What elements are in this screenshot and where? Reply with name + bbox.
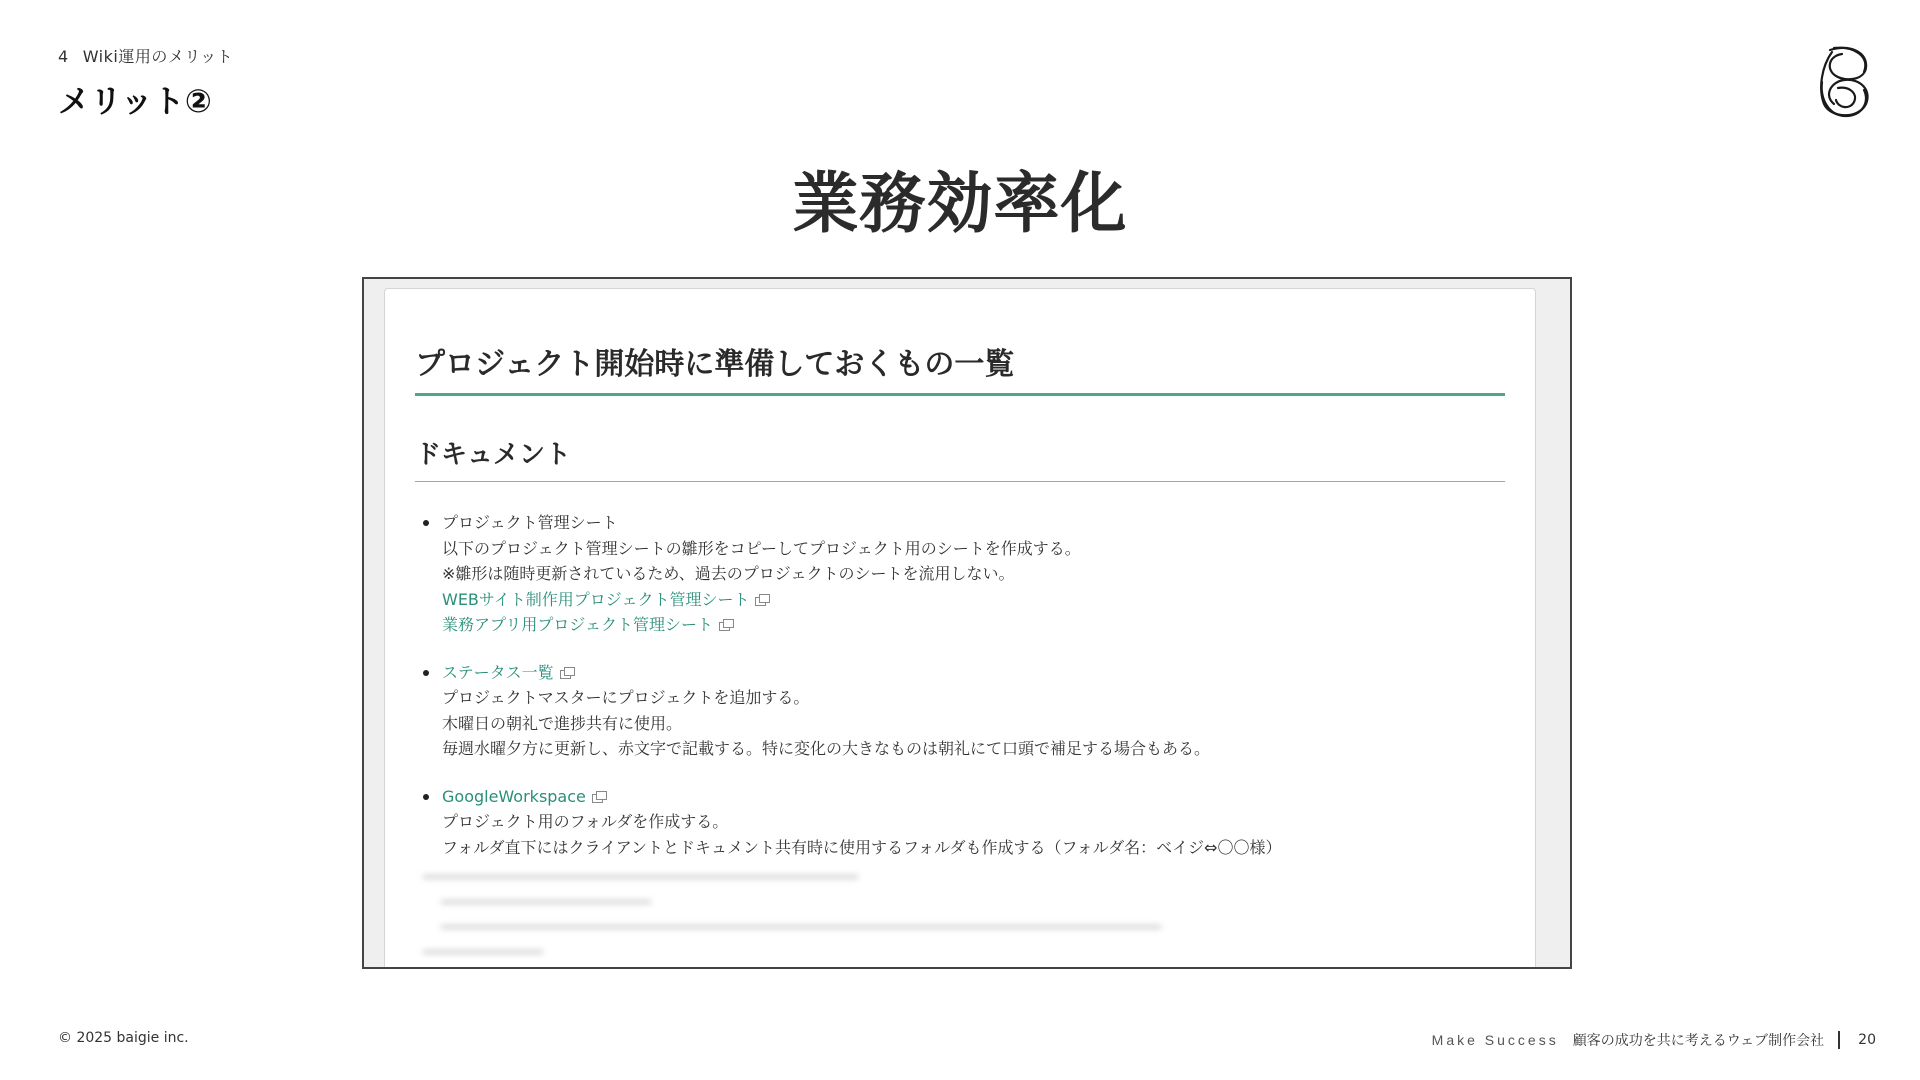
footer-divider: [1838, 1031, 1840, 1049]
page-heading: メリット②: [58, 82, 212, 120]
app-sheet-link[interactable]: 業務アプリ用プロジェクト管理シート: [442, 615, 714, 634]
item-desc: 以下のプロジェクト管理シートの雛形をコピーしてプロジェクト用のシートを作成する。: [442, 538, 1081, 558]
wiki-page: [384, 288, 1536, 969]
item-desc: フォルダ直下にはクライアントとドキュメント共有時に使用するフォルダも作成する（フォルダ名：ベイジ⇔〇〇様）: [442, 837, 1282, 857]
tagline-ja: 顧客の成功を共に考えるウェブ制作会社: [1572, 1033, 1825, 1049]
page-number: 20: [1858, 1032, 1876, 1048]
section-title: Wiki運用のメリット: [82, 47, 234, 66]
section-label: [58, 44, 233, 67]
screenshot-frame: [362, 277, 1572, 969]
list-item: [415, 510, 1505, 638]
external-link-icon: [560, 667, 575, 679]
status-list-link[interactable]: ステータス一覧: [442, 662, 554, 682]
list-item: [415, 784, 1505, 861]
main-title: 業務効率化: [792, 165, 1128, 242]
google-workspace-link[interactable]: GoogleWorkspace: [442, 786, 586, 806]
item-desc: 木曜日の朝礼で進捗共有に使用。: [442, 713, 683, 733]
section-number: 4: [58, 47, 69, 66]
doc-title: プロジェクト開始時に準備しておくもの一覧: [415, 339, 1505, 396]
item-desc: プロジェクト用のフォルダを作成する。: [442, 812, 729, 831]
web-sheet-link[interactable]: WEBサイト制作用プロジェクト管理シート: [442, 589, 750, 609]
list-item: [415, 660, 1505, 762]
copyright: © 2025 baigie inc.: [58, 1030, 189, 1046]
external-link-icon: [592, 791, 607, 803]
external-link-icon: [755, 594, 770, 606]
tagline-en: Make Success: [1431, 1032, 1559, 1048]
item-desc: 毎週水曜夕方に更新し、赤文字で記載する。特に変化の大きなものは朝礼にて口頭で補足する場合もある。: [442, 739, 1211, 758]
item-label: プロジェクト管理シート: [442, 513, 618, 532]
external-link-icon: [719, 619, 734, 631]
doc-list: [415, 510, 1505, 860]
baigie-logo-icon: [1810, 42, 1876, 122]
item-desc: プロジェクトマスターにプロジェクトを追加する。: [442, 688, 810, 707]
blurred-text-block: ――――――――――――――――――――――――――――― ―――――――――――――― ―――――――――――――――――――――――――――――――――――――――――――――――― ――――――――: [423, 867, 1161, 960]
doc-section-heading: ドキュメント: [415, 434, 1505, 482]
footer-right: [1432, 1030, 1876, 1050]
item-desc: ※雛形は随時更新されているため、過去のプロジェクトのシートを流用しない。: [442, 564, 1015, 583]
